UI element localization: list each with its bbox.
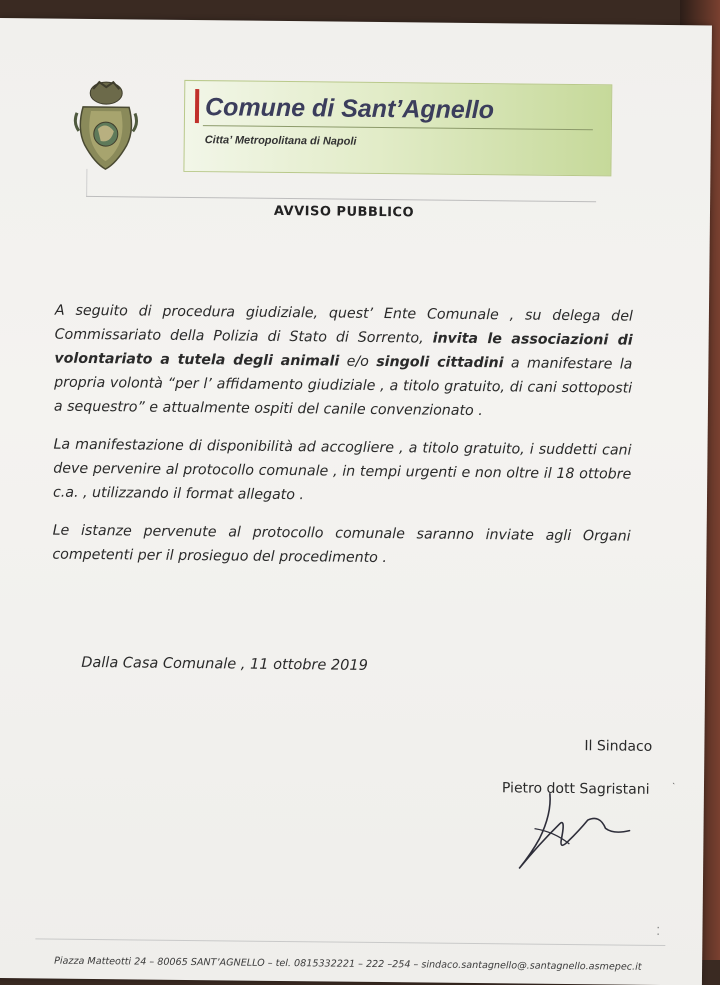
paragraph-1-bold-b: singoli cittadini (376, 353, 504, 372)
signatory-name: Pietro dott Sagristani (501, 780, 650, 798)
paragraph-1-text-a: A seguito di procedura giudiziale, quest’ Ente Comunale , su delega del Commissariato della Polizia di Stato di Sorrento, (54, 302, 633, 347)
document-page (0, 18, 712, 985)
signatory-title: Il Sindaco (584, 738, 653, 755)
municipality-header-banner (183, 80, 612, 176)
accent-bar (195, 89, 199, 123)
notice-heading-text: AVVISO PUBBLICO (273, 203, 415, 221)
paragraph-3: Le istanze pervenute al protocollo comunale saranno inviate agli Organi competenti per il prosieguo del procedimento . (52, 522, 631, 567)
header-side-line (86, 169, 87, 197)
margin-mark: ˋ (671, 782, 676, 794)
paragraph-1-bold-a: invita le associazioni di volontariato a tutela degli animali (54, 330, 633, 370)
footer-rule (35, 938, 665, 946)
municipality-title: Comune di Sant’Agnello (204, 93, 495, 125)
header-rule (86, 196, 596, 202)
coat-of-arms-icon (70, 79, 141, 172)
paragraph-1-text-c: a manifestare la propria volontà “per l’ affidamento giudiziale , a titolo gratuito, di cani sottoposti a sequestro” e attualmente ospiti del canile convenzionato . (53, 355, 633, 420)
paragraph-2: La manifestazione di disponibilità ad accogliere , a titolo gratuito, i suddetti cani deve pervenire al protocollo comunale , in tempi urgenti e non oltre il 18 ottobre c.a. , utilizzando il format allegato . (52, 436, 632, 504)
municipality-subtitle: Citta’ Metropolitana di Napoli (204, 134, 357, 148)
paragraph-1 (54, 299, 633, 425)
paragraph-1-text-b: e/o (339, 353, 377, 370)
banner-divider (203, 125, 593, 130)
place-and-date: Dalla Casa Comunale , 11 ottobre 2019 (81, 654, 368, 674)
footer-address: Piazza Matteotti 24 – 80065 SANT’AGNELLO – tel. 0815332221 – 222 –254 – sindaco.santagnello@.santagnello.asmepec.it (54, 955, 642, 973)
page-mark: ⁚ (656, 925, 661, 938)
handwritten-signature (509, 783, 640, 879)
notice-body (52, 299, 633, 587)
notice-heading (0, 201, 698, 223)
